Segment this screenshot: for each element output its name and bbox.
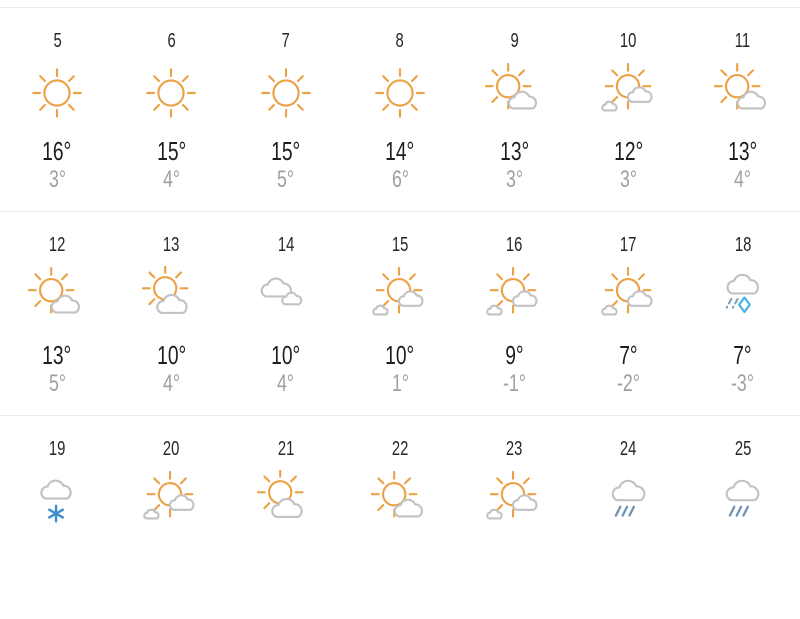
high-temp: 13° (723, 139, 762, 163)
high-temp: 15° (152, 139, 191, 163)
day-cell[interactable] (457, 416, 571, 619)
day-number: 16 (503, 235, 525, 255)
low-temp: 3° (617, 168, 640, 192)
day-number: 22 (389, 439, 411, 459)
high-temp: 7° (730, 343, 755, 367)
day-cell[interactable] (114, 8, 228, 211)
high-temp: 13° (37, 343, 76, 367)
day-number: 19 (46, 439, 68, 459)
low-temp: -2° (613, 372, 644, 396)
day-cell[interactable] (686, 8, 800, 211)
low-temp: 4° (160, 168, 183, 192)
sunny-icon (255, 62, 317, 124)
low-temp: 1° (389, 372, 412, 396)
sunny-icon (140, 62, 202, 124)
rain-icon (598, 470, 660, 532)
low-temp: 3° (503, 168, 526, 192)
day-cell[interactable] (343, 416, 457, 619)
day-number: 20 (160, 439, 182, 459)
day-number: 12 (46, 235, 68, 255)
low-temp: -3° (727, 372, 758, 396)
rain-icon (712, 470, 774, 532)
high-temp: 7° (616, 343, 641, 367)
day-number: 25 (732, 439, 754, 459)
sunny-icon (26, 62, 88, 124)
high-temp: 10° (380, 343, 419, 367)
high-temp: 12° (609, 139, 648, 163)
day-cell[interactable] (457, 8, 571, 211)
sunny-icon (369, 62, 431, 124)
day-number: 5 (52, 31, 63, 51)
sleet-icon (712, 266, 774, 328)
calendar-week-row (0, 415, 800, 619)
high-temp: 10° (152, 343, 191, 367)
day-cell[interactable] (0, 212, 114, 415)
day-cell[interactable] (571, 416, 685, 619)
mostly-cloudy-icon (140, 266, 202, 328)
low-temp: 5° (46, 372, 69, 396)
snow-icon (26, 470, 88, 532)
day-cell[interactable] (686, 416, 800, 619)
low-temp: 4° (274, 372, 297, 396)
mostly-cloudy-icon (255, 470, 317, 532)
day-number: 7 (280, 31, 291, 51)
partly-cloudy-icon (712, 62, 774, 124)
high-temp: 16° (37, 139, 76, 163)
day-cell[interactable] (229, 8, 343, 211)
day-number: 23 (503, 439, 525, 459)
partly-cloudy-scattered-icon (598, 62, 660, 124)
high-temp: 10° (266, 343, 305, 367)
day-number: 18 (732, 235, 754, 255)
day-number: 21 (275, 439, 297, 459)
day-number: 14 (275, 235, 297, 255)
cloudy-icon (255, 266, 317, 328)
low-temp: 4° (160, 372, 183, 396)
day-cell[interactable] (343, 212, 457, 415)
day-cell[interactable] (229, 212, 343, 415)
day-number: 8 (394, 31, 405, 51)
low-temp: -1° (499, 372, 530, 396)
partly-cloudy-icon (483, 62, 545, 124)
day-cell[interactable] (571, 8, 685, 211)
day-number: 17 (617, 235, 639, 255)
day-number: 6 (166, 31, 177, 51)
day-number: 13 (160, 235, 182, 255)
day-number: 15 (389, 235, 411, 255)
partly-cloudy-scattered-icon (369, 266, 431, 328)
partly-cloudy-scattered-icon (483, 266, 545, 328)
day-number: 9 (509, 31, 520, 51)
day-cell[interactable] (114, 416, 228, 619)
partly-cloudy-scattered-icon (598, 266, 660, 328)
day-number: 11 (732, 31, 753, 51)
low-temp: 5° (274, 168, 297, 192)
partly-cloudy-scattered-icon (140, 470, 202, 532)
day-cell[interactable] (686, 212, 800, 415)
high-temp: 14° (380, 139, 419, 163)
day-cell[interactable] (571, 212, 685, 415)
partly-cloudy-scattered-icon (483, 470, 545, 532)
low-temp: 3° (46, 168, 69, 192)
day-cell[interactable] (457, 212, 571, 415)
calendar-week-row (0, 7, 800, 211)
day-number: 24 (617, 439, 639, 459)
day-cell[interactable] (0, 416, 114, 619)
day-number: 10 (617, 31, 639, 51)
low-temp: 4° (731, 168, 754, 192)
high-temp: 13° (495, 139, 534, 163)
high-temp: 9° (502, 343, 527, 367)
calendar-week-row (0, 211, 800, 415)
day-cell[interactable] (229, 416, 343, 619)
day-cell[interactable] (0, 8, 114, 211)
high-temp: 15° (266, 139, 305, 163)
day-cell[interactable] (114, 212, 228, 415)
partly-cloudy-icon (369, 470, 431, 532)
low-temp: 6° (389, 168, 412, 192)
day-cell[interactable] (343, 8, 457, 211)
partly-cloudy-icon (26, 266, 88, 328)
